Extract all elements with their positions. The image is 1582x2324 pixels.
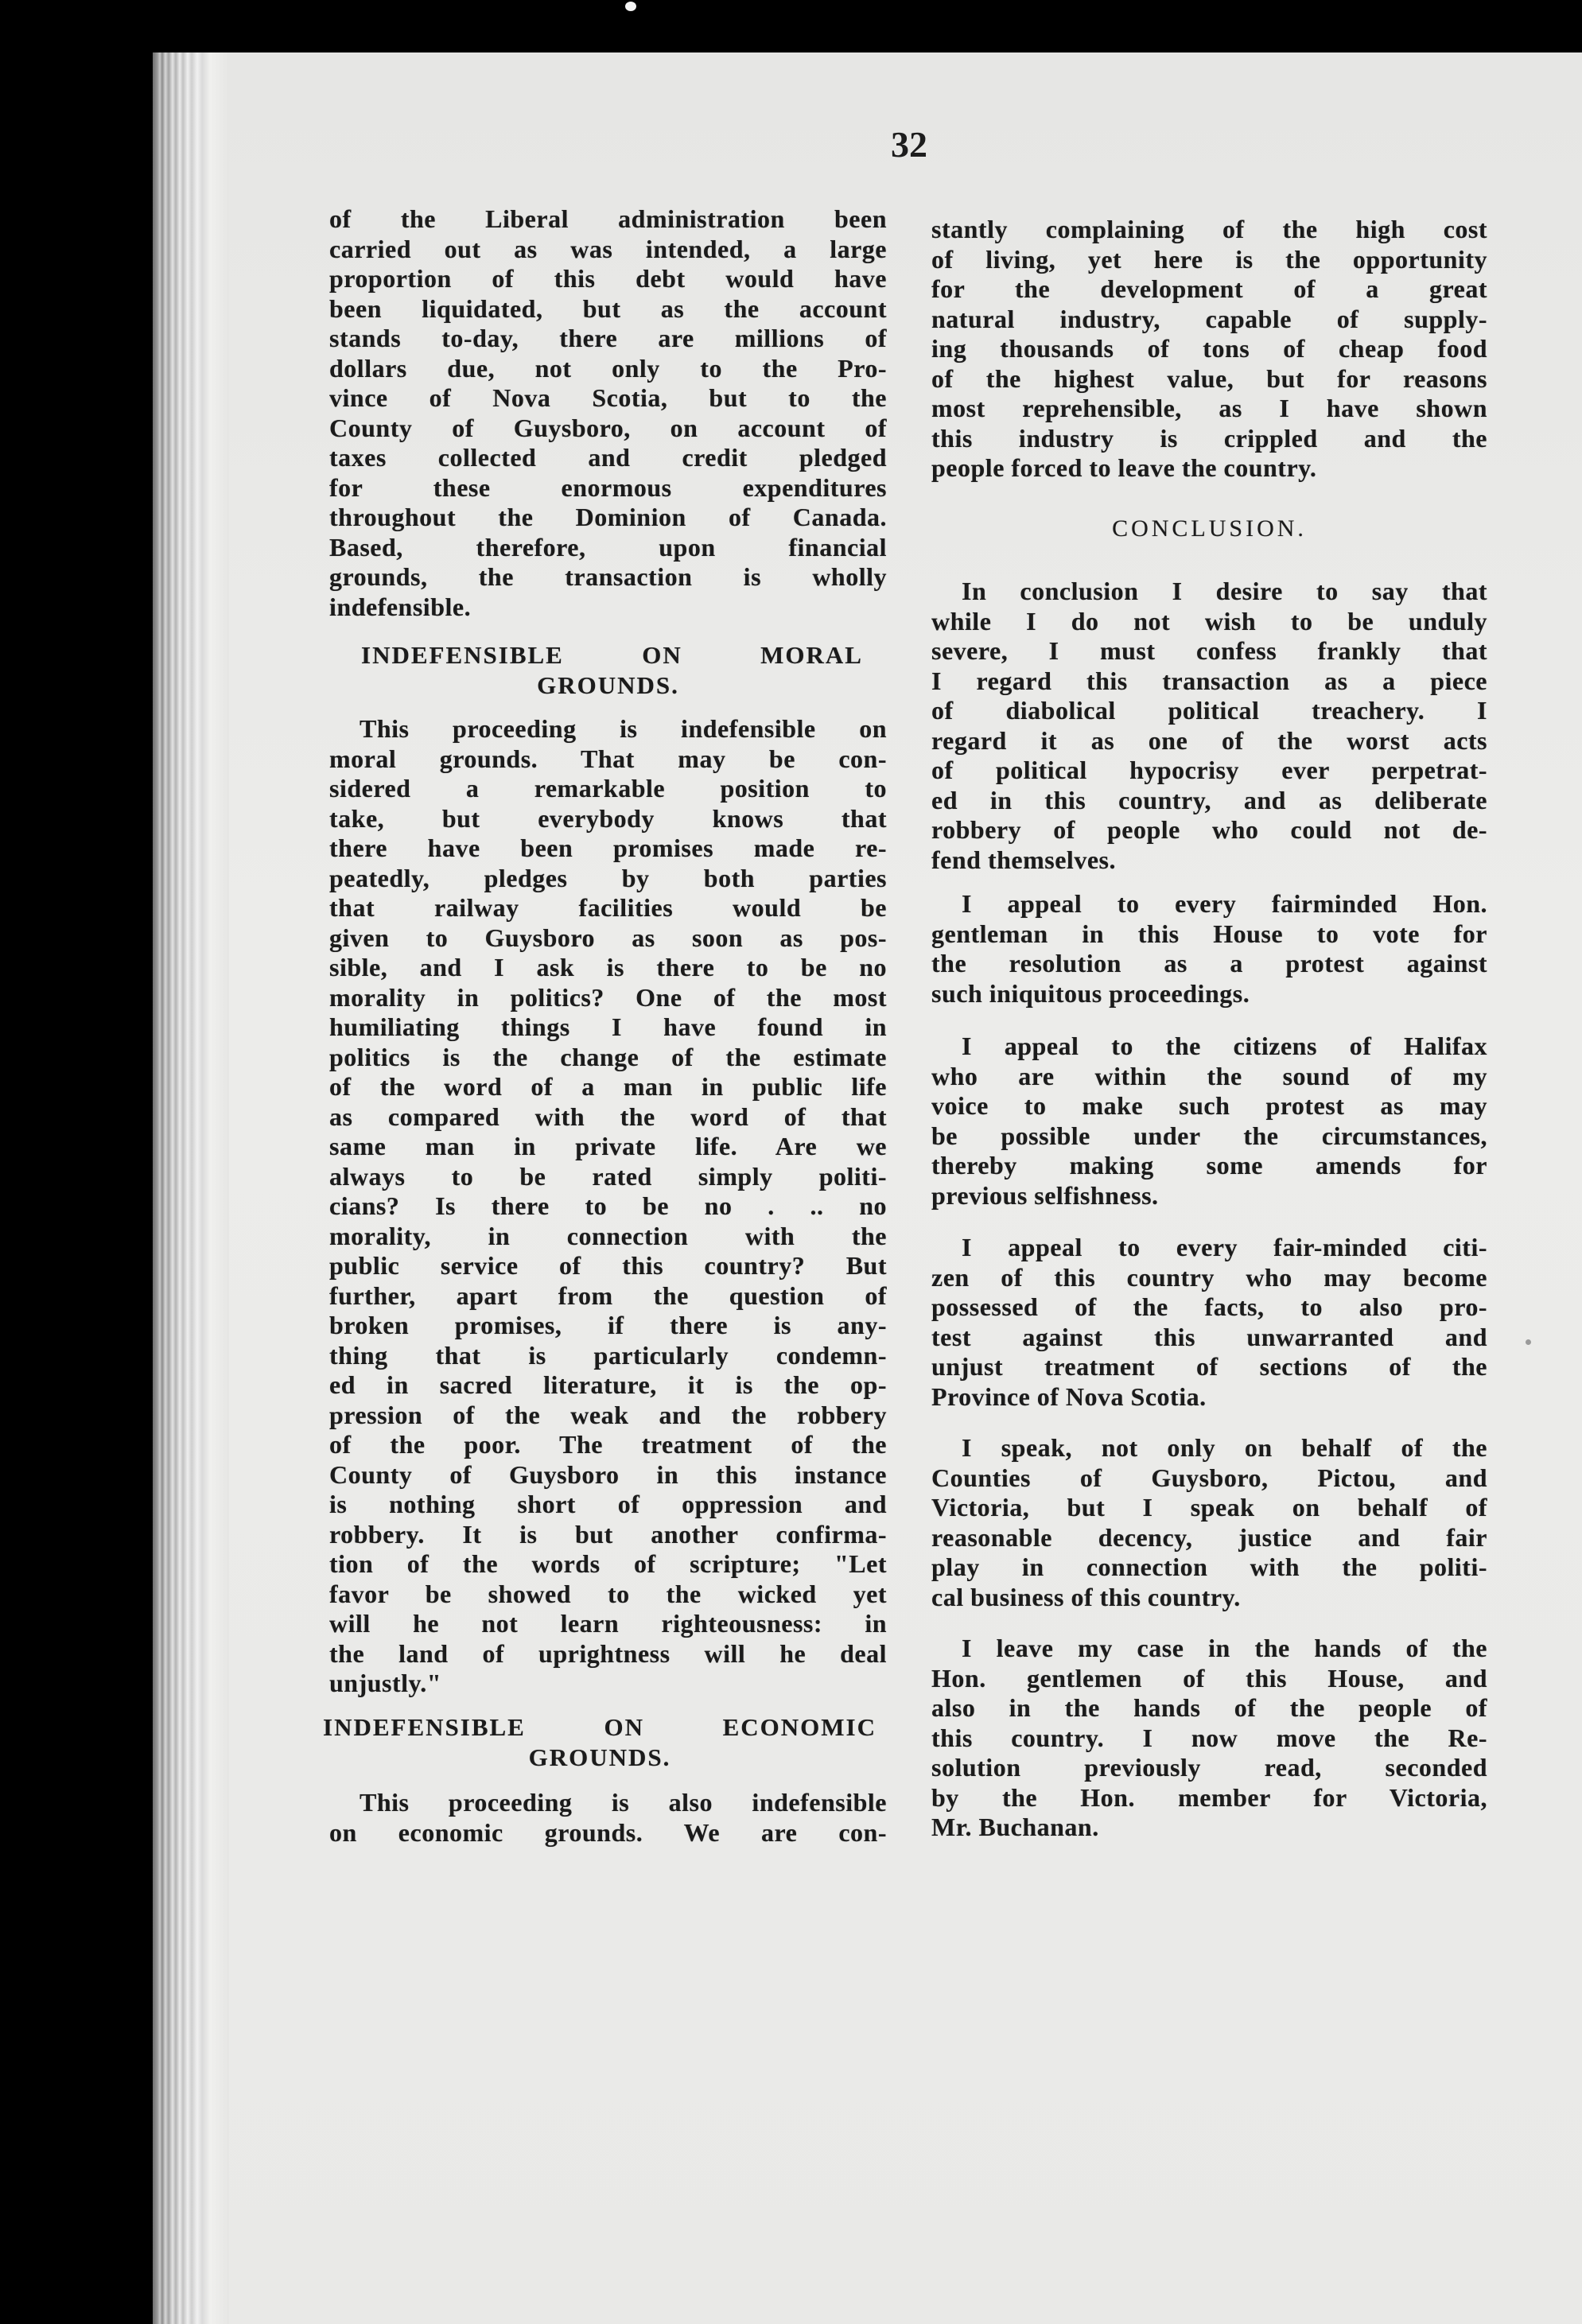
- text-line: of the word of a man in public life: [329, 1072, 887, 1101]
- text-line: County of Guysboro in this instance: [329, 1459, 887, 1489]
- text-line: as compared with the word of that: [329, 1102, 887, 1131]
- text-line: on economic grounds. We are con-: [329, 1817, 887, 1847]
- text-line: unjustly.": [329, 1669, 442, 1697]
- text-line: severe, I must confess frankly that: [931, 636, 1487, 665]
- text-line: who are within the sound of my: [931, 1061, 1487, 1090]
- page-binding-edge: [153, 52, 229, 2324]
- heading-line: INDEFENSIBLE ON MORAL: [361, 641, 863, 669]
- text-line: of the Liberal administration been: [329, 204, 887, 233]
- text-line: morality in politics? One of the most: [329, 982, 887, 1012]
- text-line: this country. I now move the Re-: [931, 1723, 1487, 1752]
- text-line: for these enormous expenditures: [329, 472, 887, 502]
- text-line: of political hypocrisy ever perpetrat-: [931, 756, 1487, 784]
- text-line: public service of this country? But: [329, 1251, 887, 1280]
- text-line: I regard this transaction as a piece: [931, 666, 1487, 695]
- text-line: stands to-day, there are millions of: [329, 324, 887, 352]
- text-line: always to be rated simply politi-: [329, 1161, 887, 1191]
- scan-speck: [625, 2, 636, 11]
- text-line: moral grounds. That may be con-: [329, 744, 887, 773]
- right-paragraph-appeal-house: [931, 889, 1487, 1008]
- text-line: Mr. Buchanan.: [931, 1813, 1099, 1841]
- text-line: test against this unwarranted and: [931, 1322, 1487, 1351]
- text-line: cal business of this country.: [931, 1582, 1241, 1611]
- text-line: for the development of a great: [931, 274, 1487, 303]
- right-paragraph-speak: [931, 1433, 1487, 1612]
- text-line: favor be showed to the wicked yet: [329, 1579, 887, 1608]
- text-line: solution previously read, seconded: [931, 1753, 1487, 1782]
- text-line: reasonable decency, justice and fair: [931, 1522, 1487, 1552]
- text-line: County of Guysboro, on account of: [329, 413, 887, 442]
- text-line: peatedly, pledges by both parties: [329, 863, 887, 892]
- text-line: given to Guysboro as soon as pos-: [329, 923, 887, 952]
- text-line: broken promises, if there is any-: [329, 1311, 887, 1339]
- text-line: carried out as was intended, a large: [329, 234, 887, 263]
- right-paragraph-resolution: [931, 1634, 1487, 1843]
- text-line: In conclusion I desire to say that: [962, 577, 1487, 605]
- text-line: This proceeding is also indefensible: [360, 1788, 887, 1817]
- text-line: by the Hon. member for Victoria,: [931, 1782, 1487, 1812]
- text-line: pression of the weak and the robbery: [329, 1400, 887, 1429]
- text-line: that railway facilities would be: [329, 893, 887, 922]
- text-line: further, apart from the question of: [329, 1281, 887, 1310]
- text-line: tion of the words of scripture; "Let: [329, 1549, 887, 1578]
- text-line: this industry is crippled and the: [931, 423, 1487, 453]
- text-line: of diabolical political treachery. I: [931, 696, 1487, 725]
- text-line: dollars due, not only to the Pro-: [329, 353, 887, 383]
- text-line: will he not learn righteousness: in: [329, 1609, 887, 1638]
- text-line: Hon. gentlemen of this House, and: [931, 1663, 1487, 1692]
- heading-line: GROUNDS.: [528, 1743, 671, 1771]
- text-line: been liquidated, but as the account: [329, 293, 887, 323]
- section-heading-economic: [323, 1712, 877, 1772]
- heading-line: CONCLUSION.: [1112, 515, 1307, 542]
- text-line: while I do not wish to be unduly: [931, 606, 1487, 635]
- text-line: morality, in connection with the: [329, 1221, 887, 1250]
- text-line: stantly complaining of the high cost: [931, 215, 1487, 243]
- text-line: I appeal to the citizens of Halifax: [962, 1032, 1487, 1060]
- text-line: I leave my case in the hands of the: [962, 1634, 1487, 1662]
- heading-line: GROUNDS.: [537, 670, 679, 699]
- text-line: be possible under the circumstances,: [931, 1121, 1487, 1150]
- text-line: robbery of people who could not de-: [931, 815, 1487, 844]
- left-paragraph-moral: [329, 714, 887, 1699]
- page-number: 32: [891, 124, 927, 165]
- left-paragraph-financial: [329, 204, 887, 622]
- text-line: throughout the Dominion of Canada.: [329, 503, 887, 531]
- text-line: indefensible.: [329, 592, 472, 621]
- text-line: regard it as one of the worst acts: [931, 725, 1487, 755]
- text-line: there have been promises made re-: [329, 834, 887, 862]
- text-line: I appeal to every fair-minded citi-: [962, 1233, 1487, 1261]
- text-line: take, but everybody knows that: [329, 803, 887, 833]
- text-line: natural industry, capable of supply-: [931, 304, 1487, 333]
- text-line: the resolution as a protest against: [931, 949, 1487, 977]
- text-line: the land of uprightness will he deal: [329, 1638, 887, 1668]
- text-line: politics is the change of the estimate: [329, 1042, 887, 1071]
- text-line: I appeal to every fairminded Hon.: [962, 889, 1487, 918]
- text-line: such iniquitous proceedings.: [931, 978, 1250, 1008]
- text-line: Counties of Guysboro, Pictou, and: [931, 1463, 1487, 1492]
- text-line: voice to make such protest as may: [931, 1091, 1487, 1120]
- text-line: of living, yet here is the opportunity: [931, 244, 1487, 274]
- text-line: Victoria, but I speak on behalf of: [931, 1493, 1487, 1521]
- text-line: is nothing short of oppression and: [329, 1490, 887, 1518]
- text-line: fend themselves.: [931, 845, 1116, 874]
- text-line: taxes collected and credit pledged: [329, 443, 887, 472]
- text-line: This proceeding is indefensible on: [360, 714, 887, 743]
- text-line: Province of Nova Scotia.: [931, 1382, 1207, 1411]
- text-line: previous selfishness.: [931, 1180, 1159, 1210]
- text-line: thing that is particularly condemn-: [329, 1340, 887, 1370]
- right-paragraph-appeal-halifax: [931, 1032, 1487, 1211]
- text-line: ing thousands of tons of cheap food: [931, 334, 1487, 363]
- text-line: unjust treatment of sections of the: [931, 1352, 1487, 1381]
- text-line: of the poor. The treatment of the: [329, 1430, 887, 1459]
- text-line: of the highest value, but for reasons: [931, 363, 1487, 393]
- text-line: sidered a remarkable position to: [329, 774, 887, 803]
- text-line: play in connection with the politi-: [931, 1553, 1487, 1581]
- text-line: possessed of the facts, to also pro-: [931, 1292, 1487, 1321]
- text-line: ed in sacred literature, it is the op-: [329, 1370, 887, 1399]
- text-line: vince of Nova Scotia, but to the: [329, 383, 887, 412]
- text-line: humiliating things I have found in: [329, 1012, 887, 1041]
- section-heading-moral: [329, 640, 887, 700]
- text-line: same man in private life. Are we: [329, 1132, 887, 1160]
- text-line: gentleman in this House to vote for: [931, 919, 1487, 948]
- text-line: robbery. It is but another confirma-: [329, 1519, 887, 1549]
- right-paragraph-economic-continued: [931, 215, 1487, 484]
- text-line: thereby making some amends for: [931, 1151, 1487, 1179]
- heading-line: INDEFENSIBLE ON ECONOMIC: [323, 1713, 877, 1741]
- text-line: most reprehensible, as I have shown: [931, 394, 1487, 422]
- text-line: Based, therefore, upon financial: [329, 532, 887, 562]
- text-line: grounds, the transaction is wholly: [329, 562, 887, 591]
- text-line: also in the hands of the people of: [931, 1693, 1487, 1722]
- right-paragraph-appeal-citizens: [931, 1233, 1487, 1412]
- text-line: I speak, not only on behalf of the: [962, 1433, 1487, 1462]
- scan-speck: [1526, 1339, 1531, 1345]
- text-line: ed in this country, and as deliberate: [931, 785, 1487, 814]
- right-paragraph-conclusion: [931, 577, 1487, 875]
- text-line: sible, and I ask is there to be no: [329, 953, 887, 981]
- text-line: people forced to leave the country.: [931, 453, 1317, 482]
- text-line: cians? Is there to be no . .. no: [329, 1191, 887, 1220]
- left-paragraph-economic: [329, 1788, 887, 1848]
- text-line: proportion of this debt would have: [329, 264, 887, 293]
- text-line: zen of this country who may become: [931, 1262, 1487, 1292]
- section-heading-conclusion: [931, 514, 1487, 544]
